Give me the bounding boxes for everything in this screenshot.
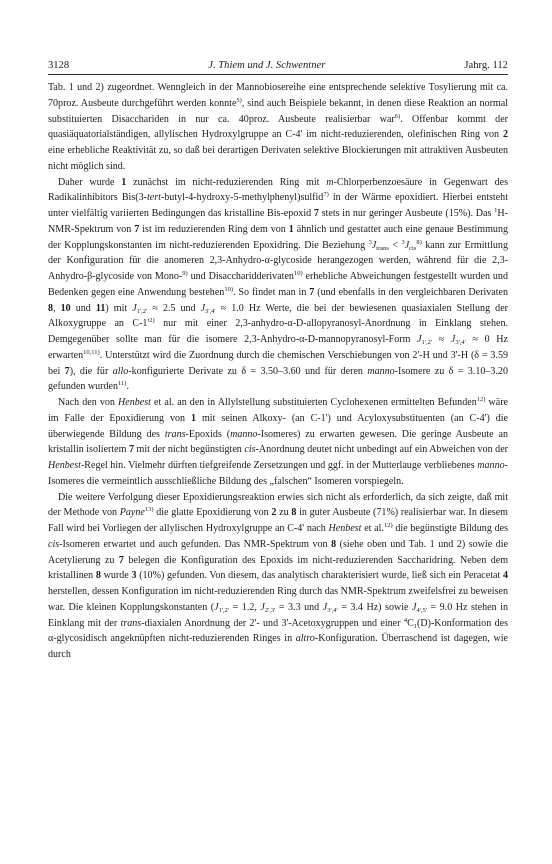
footnote-ref: 10,11) xyxy=(83,348,100,356)
running-header-authors: J. Thiem und J. Schwentner xyxy=(208,60,326,71)
body-text xyxy=(48,80,508,663)
paragraph-1: Tab. 1 und 2) zugeordnet. Wenngleich in der Mannobiosereihe eine entsprechende selektive Tosylierung mit ca. 70proz. Ausbeute durchgeführt werden konnte$^{5)}$, sind auch Beispiele bekannt, in denen diese Reaktion an normal substituierten Disacchariden in nur ca. 40proz. Ausbeute realisierbar war$^{6)}$. Offenbar kommt der quasiäquatorialständigen, allylischen Hydroxylgruppe an C-4' im nicht-reduzierenden, olefinischen Ring von 2 eine erhebliche Reaktivität zu, so daß bei derartigen Derivaten selektive Blockierungen mit attraktiven Ausbeuten nicht möglich sind. xyxy=(48,82,509,172)
compound-number: 11 xyxy=(95,302,106,314)
footnote-ref: 6) xyxy=(394,112,401,120)
running-header xyxy=(48,60,508,75)
compound-number: 4 xyxy=(502,570,508,582)
footnote-ref: 13) xyxy=(144,506,154,514)
paragraph-3: Nach den von Henbest et al. an den in Allylstellung substituierten Cyclohexenen ermittelten Befunden$^{12)}$ wäre im Falle der Epoxidierung von 1 mit seinen Alkoxy- (an C-1') und Acyloxysubstituenten (an C-4') die überwiegende Bildung des trans-Epoxids (manno-Isomeres) zu erwarten gewesen. Die geringe Ausbeute an kristallin isoliertem 7 mit der nicht begünstigten cis-Anordnung deutet nicht unbedingt auf ein Abweichen von der Henbest-Regel hin. Vielmehr dürften tiefgreifende Zersetzungen und ggf. in der Mutterlauge verbliebenes manno-Isomeres die vermeintlich ausschließliche Bildung des „falschen“ Isomeren vorspiegeln. xyxy=(48,396,509,487)
paragraph-2: Daher wurde 1 zunächst im nicht-reduzierenden Ring mit m-Chlorperbenzoesäure in Gegenwart des Radikalinhibitors Bis(3-tert-butyl-4-hydroxy-5-methylphenyl)sulfid$^{7)}$ in der Wärme epoxidiert. Hierbei entsteht unter vielfältig variierten Bedingungen das kristalline Bis-epoxid 7 stets in nur geringer Ausbeute (15%). Das $^1$H-NMR-Spektrum von 7 ist im reduzierenden Ring dem von 1 ähnlich und gestattet auch eine genaue Bestimmung der Kopplungskonstanten im nicht-reduzierenden Epoxidring. Die Beziehung $^3J_{trans} < ^3J_{cis}^{8)}$ kann zur Ermittlung der Konfiguration für die anomeren 2,3-Anhydro-α-glycoside herangezogen werden, während für die 2,3-Anhydro-β-glycoside von Mono-$^{9)}$ und Disaccharidderivaten$^{10)}$ erhebliche Abweichungen festgestellt wurden und Bedenken gegen eine Anwendung bestehen$^{10)}$. So findet man in 7 (und ebenfalls in den vergleichbaren Derivaten 8, 10 und 11) mit $J_{1',2'} \approx 2.5$ und $J_{3',4'} \approx 1.0$ Hz Werte, die bei der bewiesenen quasiaxialen Stellung der Alkoxygruppe an $C-1'^{2)}$ nur mit einer 2,3-anhydro-α-D-allopyranosyl-Anordnung in Einklang stehen. Demgegenüber sollte man für die isomere 2,3-Anhydro-α-D-mannopyranosyl-Form $J_{1',2'} \approx J_{3',4'} \approx 0$ Hz erwarten$^{10,11)}$. Unterstützt wird die Zuordnung durch die chemischen Verschiebungen von 2'-H und 3'-H (δ = 3.59 bei 7), die für allo-konfigurierte Derivate zu δ = 3.50–3.60 und für deren manno-Isomere zu δ = 3.10–3.20 gefunden wurden$^{11)}$. xyxy=(48,176,509,393)
footnote-ref: 7) xyxy=(323,191,329,199)
paragraph-4: Die weitere Verfolgung dieser Epoxidierungsreaktion erwies sich nicht als erforderlich, da sich zeigte, daß mit der Methode von Payne$^{13)}$ die glatte Epoxidierung von 2 zu 8 in guter Ausbeute (71%) realisierbar war. In diesem Fall wird bei Vorliegen der allylischen Hydroxylgruppe an C-4' nach Henbest et al.$^{12)}$ die begünstigte Bildung des cis-Isomeren erwartet und auch gefunden. Das NMR-Spektrum von 8 (siehe oben und Tab. 1 und 2) sowie die Acetylierung zu 7 belegen die Konfiguration des Epoxids im nicht-reduzierenden Saccharidring. Neben dem kristallinen 8 wurde 3 (10%) gefunden. Von diesem, das analytisch charakterisiert wurde, ließ sich ein Peracetat 4 herstellen, dessen Konfiguration im nicht-reduzierenden Ring durch das NMR-Spektrum zweifelsfrei zu beweisen war. Die kleinen Kopplungskonstanten ($J_{1',2'} = 1.2$, $J_{2',3'} = 3.3$ und $J_{3',4'} = 3.4$ Hz) sowie $J_{4',5'} = 9.0$ Hz stehen in Einklang mit der trans-diaxialen Anordnung der 2'- und 3'-Acetoxygruppen und einer $^4C_1(D)$-Konformation des α-glycosidisch angeknüpften nicht-reduzierenden Ringes in altro-Konfiguration. Überraschend ist dagegen, wie durch xyxy=(48,491,509,660)
footnote-ref: 2) xyxy=(149,317,155,325)
footnote-ref: 10) xyxy=(224,285,233,293)
journal-volume: Jahrg. 112 xyxy=(464,60,508,71)
page-number: 3128 xyxy=(48,60,70,71)
compound-number: 8 xyxy=(95,570,101,582)
footnote-ref: 10) xyxy=(293,270,303,277)
compound-number: 7 xyxy=(118,554,124,566)
compound-number: 7 xyxy=(309,286,315,298)
compound-number: 1 xyxy=(288,223,294,235)
compound-number: 2 xyxy=(502,129,508,141)
compound-number: 7 xyxy=(313,208,319,219)
compound-number: 3 xyxy=(131,570,137,582)
compound-number: 7 xyxy=(128,444,135,456)
compound-number: 1 xyxy=(191,412,197,424)
footnote-ref: 12) xyxy=(383,522,393,529)
compound-number: 8 xyxy=(48,302,54,314)
compound-number: 1 xyxy=(121,176,127,188)
compound-number: 7 xyxy=(64,365,70,377)
compound-number: 2 xyxy=(271,507,277,519)
compound-number: 8 xyxy=(331,538,337,550)
compound-number: 10 xyxy=(60,302,71,314)
compound-number: 8 xyxy=(291,507,297,519)
compound-number: 7 xyxy=(134,223,140,235)
footnote-ref: 5) xyxy=(236,96,242,104)
footnote-ref: 8) xyxy=(416,238,422,246)
footnote-ref: 11) xyxy=(118,380,127,388)
footnote-ref: 12) xyxy=(476,396,486,403)
footnote-ref: 9) xyxy=(182,270,188,277)
